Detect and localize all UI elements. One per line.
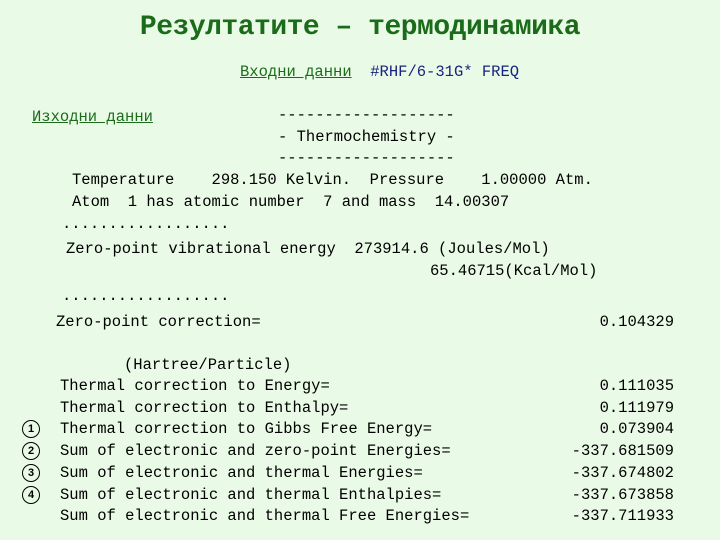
table-row-label: Thermal correction to Gibbs Free Energy= xyxy=(60,420,433,439)
table-row-value: -337.673858 xyxy=(571,485,674,504)
page-title: Резултатите – термодинамика xyxy=(139,12,581,43)
input-value: #RHF/6-31G* FREQ xyxy=(370,63,520,81)
ellipsis-2: .................. xyxy=(62,287,230,305)
circled-number-marker: 4 xyxy=(22,486,40,504)
output-label: Изходни данни xyxy=(32,108,153,126)
zpve-line: Zero-point vibrational energy 273914.6 (Joules/Mol) xyxy=(66,240,550,258)
table-row-label: Sum of electronic and thermal Energies= xyxy=(60,463,423,482)
circled-number-marker: 2 xyxy=(22,442,40,460)
temperature-line: Temperature 298.150 Kelvin. Pressure 1.00000 Atm. xyxy=(72,171,593,189)
table-row-value: -337.674802 xyxy=(571,463,674,482)
circled-number-marker: 3 xyxy=(22,464,40,482)
zpve-kcal: 65.46715(Kcal/Mol) xyxy=(430,262,598,280)
atom-line: Atom 1 has atomic number 7 and mass 14.00307 xyxy=(72,193,510,211)
table-row-value: 0.073904 xyxy=(599,420,674,439)
table-row-value: 0.111035 xyxy=(599,377,674,395)
table-row-label: Sum of electronic and thermal Enthalpies= xyxy=(60,485,442,504)
thermo-header: - Thermochemistry - xyxy=(278,128,455,146)
table-row-label: Sum of electronic and thermal Free Energies= xyxy=(60,507,470,526)
hartree-note: (Hartree/Particle) xyxy=(124,356,292,374)
zpc-label: Zero-point correction= xyxy=(56,313,261,331)
table-row-label: Thermal correction to Enthalpy= xyxy=(60,398,349,417)
ellipsis-1: .................. xyxy=(62,215,230,233)
zpc-value: 0.104329 xyxy=(599,313,674,331)
table-row-label: Thermal correction to Energy= xyxy=(60,377,330,395)
input-label: Входни данни xyxy=(240,63,352,81)
table-row-value: 0.111979 xyxy=(599,398,674,417)
table-row-value: -337.681509 xyxy=(571,442,674,461)
circled-number-marker: 1 xyxy=(22,420,40,438)
table-row-label: Sum of electronic and zero-point Energies= xyxy=(60,442,451,461)
dashes-top: ------------------- xyxy=(278,106,455,124)
table-row-value: -337.711933 xyxy=(571,507,674,526)
dashes-bottom: ------------------- xyxy=(278,149,455,167)
input-line xyxy=(240,62,519,82)
